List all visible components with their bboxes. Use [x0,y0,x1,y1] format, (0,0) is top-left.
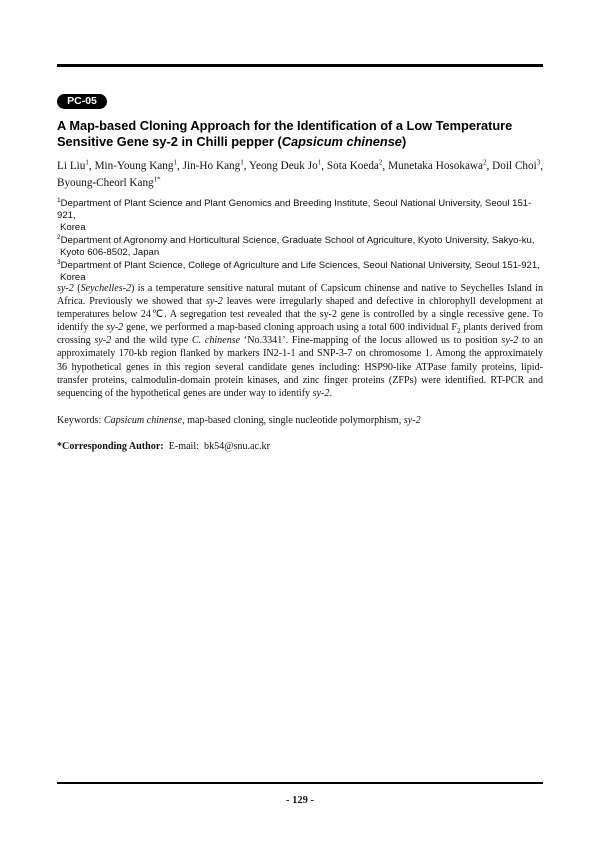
author: Sota Koeda$^2$ [326,158,383,172]
page-number: - 129 - [286,795,314,806]
author: Yeong Deuk Jo$^1$ [249,158,322,172]
author: Byoung-Cheorl Kang$^{1*}$ [57,175,161,189]
abstract-text: sy-2 (Seychelles-2) is a temperature sensitive natural mutant of Capsicum chinense and native to Seychelles Island in Africa. Previously we showed that sy-2 leaves were irregularly shaped and defective in chlorophyll development at temperatures below 24℃. A segregation test revealed that the sy-2 gene is controlled by a single recessive gene. To identify the sy-2 gene, we performed a map-based cloning approach using a total 600 individual $F_2$ plants derived from crossing sy-2 and the wild type C. chinense ‘No.3341’. Fine-mapping of the locus allowed us to position sy-2 to an approximately 170-kb region flanked by markers IN2-1-1 and SNP-3-7 on chromosome 1. Among the approximately 36 hypothetical genes in this region several candidate genes including: HSP90-like ATPase family proteins, lipid-transfer proteins, calmodulin-domain protein kinases, and zinc finger proteins (ZFPs) were identified. RT-PCR and sequencing of the hypothetical genes are under way to identify sy-2. [57,283,543,399]
affiliation-2: $^2$Department of Agronomy and Horticultural Science, Graduate School of Agriculture, Kyoto University, Sakyo-ku, Kyoto 606-8502, Japan [57,233,535,258]
affiliation-1: $^1$Department of Plant Science and Plant Genomics and Breeding Institute, Seoul National University, Seoul 151-921, Korea [57,196,532,233]
session-badge: PC-05 [57,94,107,109]
email: E-mail: bk54@snu.ac.kr [163,441,270,452]
author: Doil Choi$^3$ [492,158,541,172]
affiliations [57,198,543,285]
title-line-2: Sensitive Gene sy-2 in Chilli pepper (Capsicum chinense) [57,133,407,149]
author: Munetaka Hosokawa$^2$ [388,158,487,172]
keywords: Keywords: Capsicum chinense, map-based cloning, single nucleotide polymorphism, sy-2 [57,415,421,426]
author: Min-Young Kang$^1$ [94,158,177,172]
affiliation-3: $^3$Department of Plant Science, College of Agriculture and Life Sciences, Seoul National University, Seoul 151-921, Korea [57,258,540,283]
title-line-1: A Map-based Cloning Approach for the Identification of a Low Temperature [57,118,513,133]
top-rule [57,64,543,67]
author-list: Li Liu$^1$, Min-Young Kang$^1$, Jin-Ho Kang$^1$, Yeong Deuk Jo$^1$, Sota Koeda$^2$, Munetaka Hosokawa$^2$, Doil Choi$^3$, Byoung-Cheorl Kang$^{1*}$ [57,158,544,189]
author: Li Liu$^1$ [57,158,89,172]
bottom-rule [57,782,543,784]
corresponding-author: *Corresponding Author: E-mail: bk54@snu.ac.kr [57,441,270,452]
author: Jin-Ho Kang$^1$ [182,158,244,172]
paper-title [57,118,547,149]
